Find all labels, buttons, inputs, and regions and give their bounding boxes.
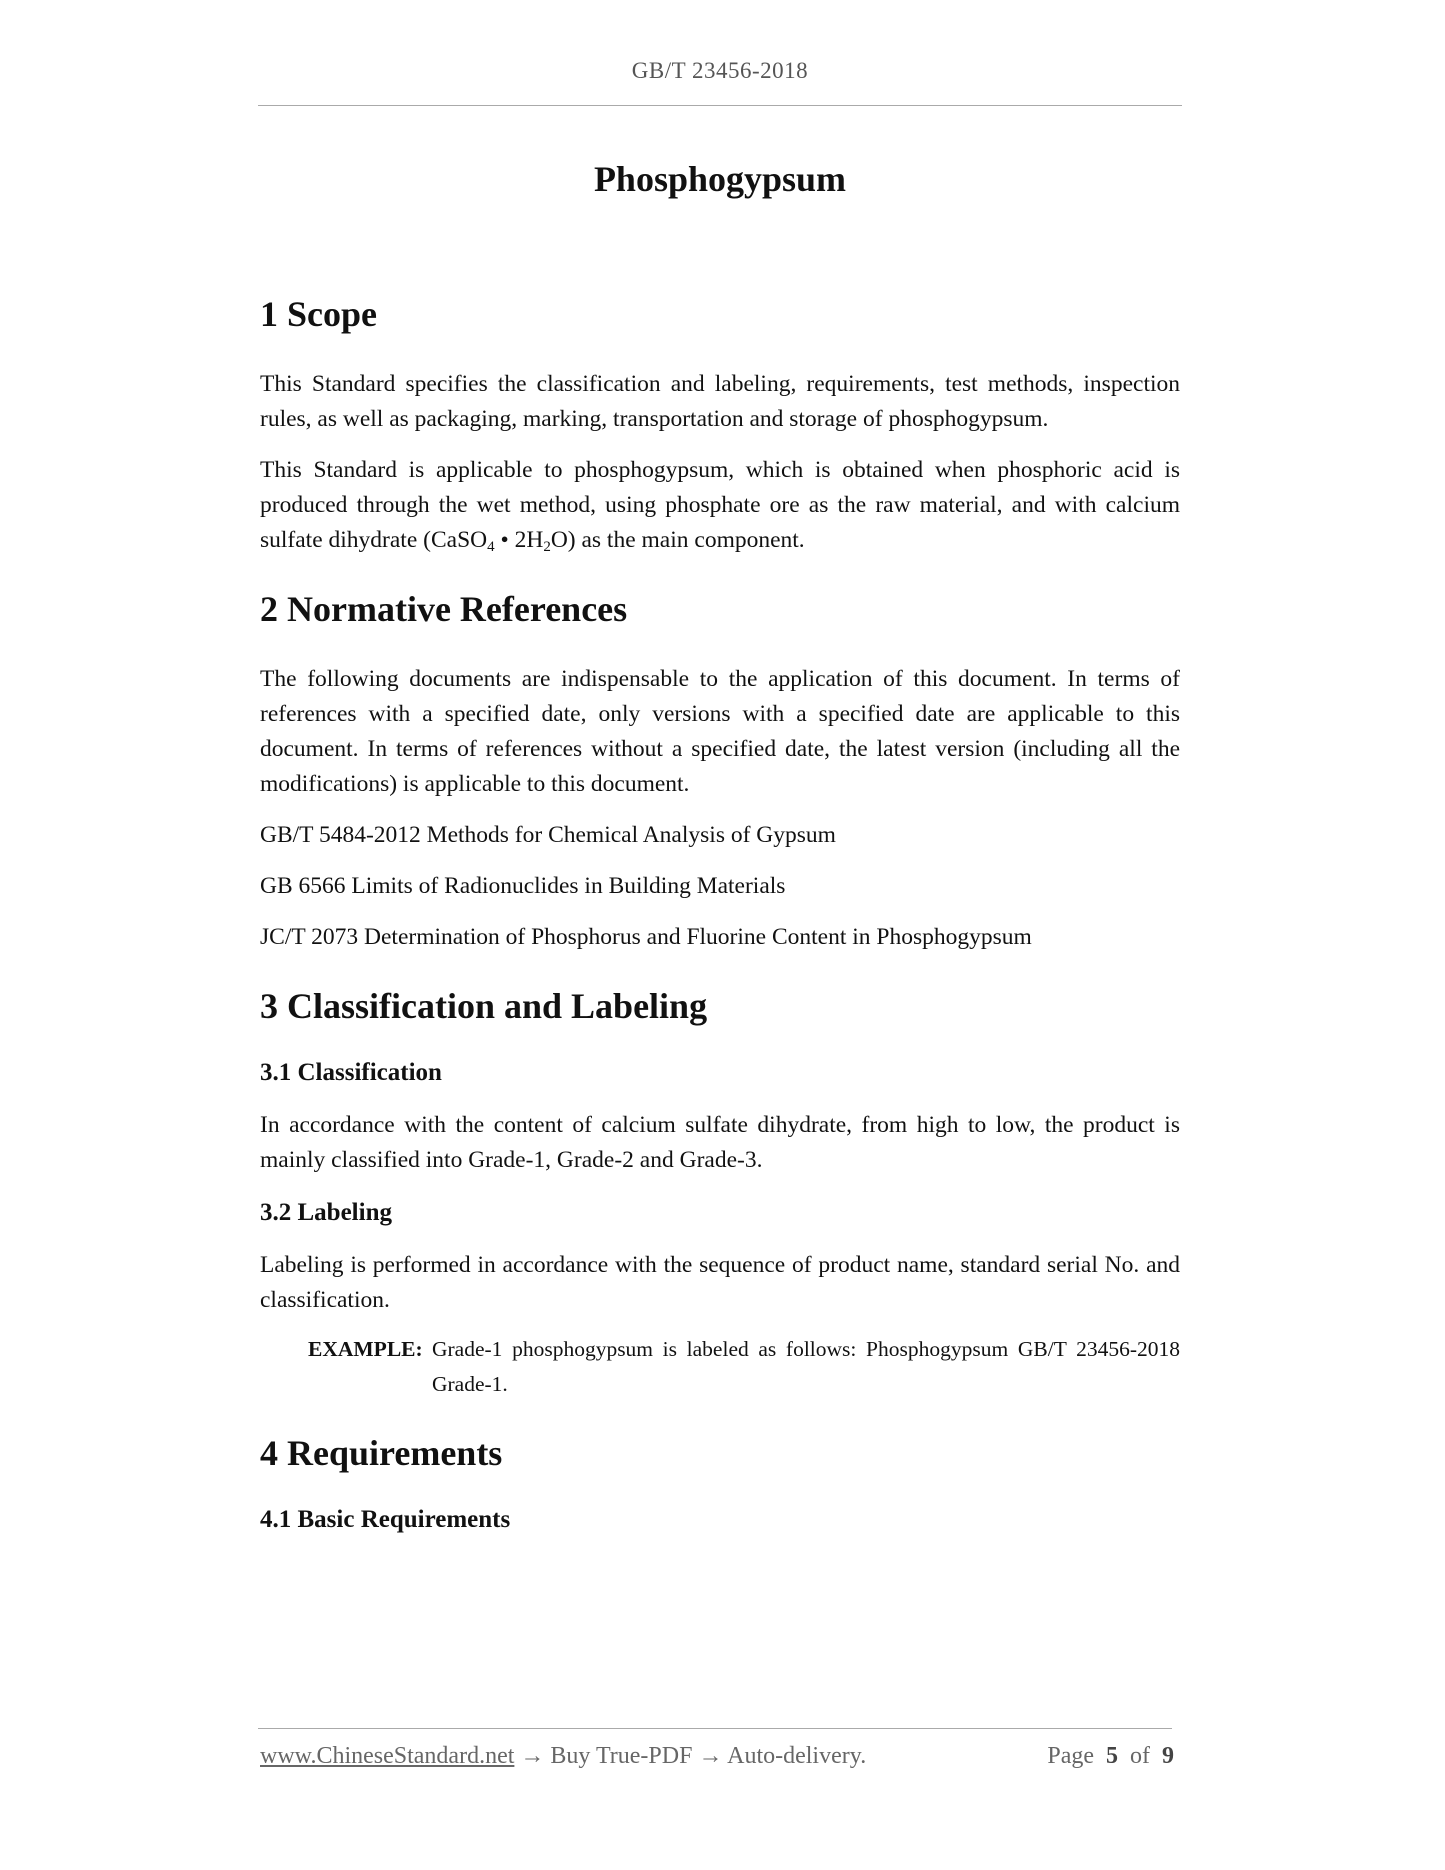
page-number <box>1047 1743 1174 1770</box>
total-pages: 9 <box>1162 1743 1174 1769</box>
reference-item: GB 6566 Limits of Radionuclides in Building Materials <box>260 873 786 899</box>
running-header: GB/T 23456-2018 <box>631 58 809 83</box>
promo-text: → Buy True-PDF → Auto-delivery. <box>514 1743 867 1769</box>
scope-paragraph-1: This Standard specifies the classification and labeling, requirements, test methods, inspection rules, as well as packaging, marking, transportation and storage of phosphogypsum. <box>260 371 1180 432</box>
scope-p2-text-c: O) as the main component. <box>550 527 805 553</box>
scope-paragraph-2 <box>260 453 1180 558</box>
subsection-3-1-heading: 3.1 Classification <box>260 1059 442 1086</box>
footer-promo <box>260 1743 866 1770</box>
example-label: EXAMPLE: <box>308 1337 423 1361</box>
subsection-4-1-heading: 4.1 Basic Requirements <box>260 1506 511 1533</box>
subscript-4: 4 <box>487 539 495 555</box>
references-intro: The following documents are indispensable to the application of this document. In terms of references with a specified date, only versions with a specified date are applicable to this document. In terms of references without a specified date, the latest version (including all the modifications) is applicable to this document. <box>260 666 1180 797</box>
header-divider <box>258 105 1182 106</box>
footer-divider <box>258 1728 1172 1729</box>
site-link[interactable]: www.ChineseStandard.net <box>260 1743 515 1769</box>
labeling-paragraph: Labeling is performed in accordance with the sequence of product name, standard serial No. and classification. <box>260 1252 1180 1313</box>
page-label: Page <box>1047 1743 1094 1769</box>
classification-paragraph: In accordance with the content of calcium sulfate dihydrate, from high to low, the product is mainly classified into Grade-1, Grade-2 and Grade-3. <box>260 1112 1180 1173</box>
page-footer <box>260 1743 1174 1770</box>
scope-p2-text-a: This Standard is applicable to phosphogypsum, which is obtained when phosphoric acid is produced through the wet method, using phosphate ore as the raw material, and with calcium sulfate dihydrate (CaSO <box>260 457 1180 553</box>
section-3-heading: 3 Classification and Labeling <box>260 986 708 1026</box>
section-1-heading: 1 Scope <box>260 294 377 334</box>
section-4-heading: 4 Requirements <box>260 1433 503 1473</box>
document-title: Phosphogypsum <box>593 159 847 199</box>
reference-item: GB/T 5484-2012 Methods for Chemical Analysis of Gypsum <box>260 822 836 848</box>
section-2-heading: 2 Normative References <box>260 589 628 629</box>
labeling-example <box>260 1332 1180 1402</box>
reference-item: JC/T 2073 Determination of Phosphorus and Fluorine Content in Phosphogypsum <box>260 924 1032 950</box>
example-text: Grade-1 phosphogypsum is labeled as follows: Phosphogypsum GB/T 23456-2018 Grade-1. <box>432 1337 1180 1396</box>
page-of: of <box>1130 1743 1150 1769</box>
current-page: 5 <box>1106 1743 1118 1769</box>
scope-p2-text-b: • 2H <box>494 527 544 553</box>
document-body <box>260 290 1180 1537</box>
subscript-2: 2 <box>543 539 551 555</box>
subsection-3-2-heading: 3.2 Labeling <box>260 1199 392 1226</box>
